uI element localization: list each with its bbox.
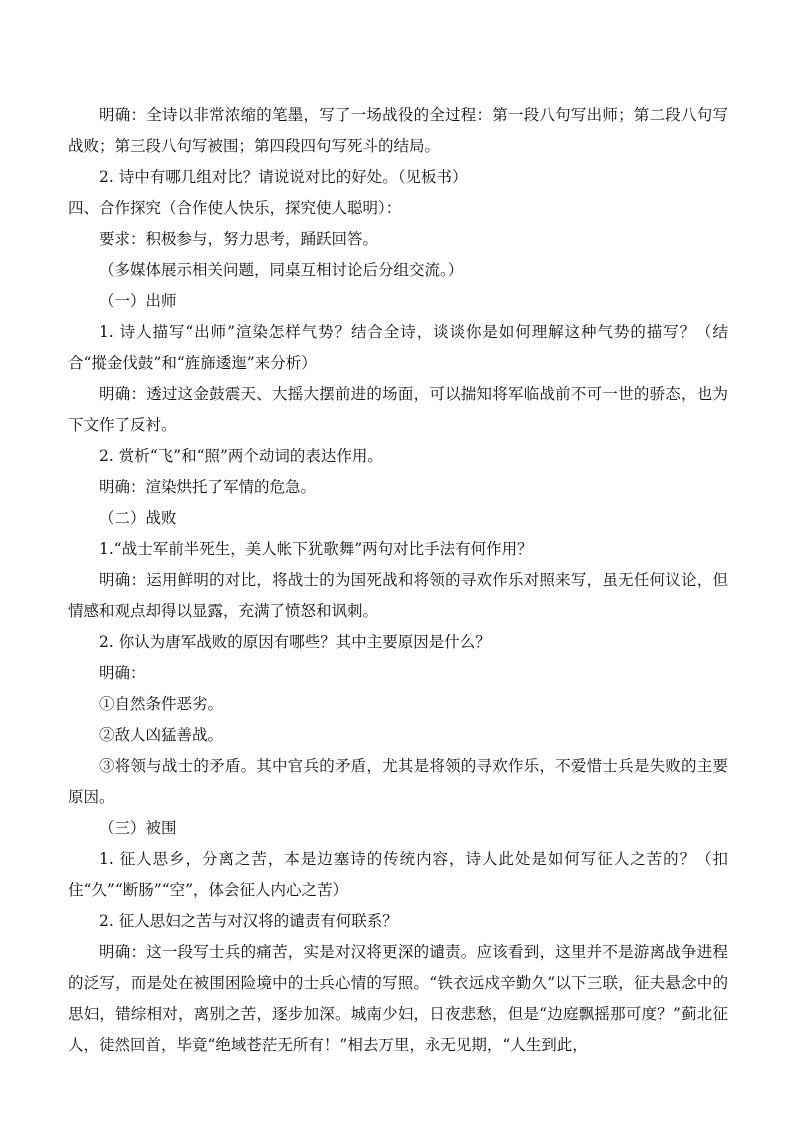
paragraph-question-contrast-lines: 1.“战士军前半死生，美人帐下犹歌舞”两句对比手法有何作用？ <box>99 540 533 558</box>
paragraph-question-homesickness: 1. 征人思乡，分离之苦，本是边塞诗的传统内容，诗人此处是如何写征人之苦的？（扣住“久”“断肠”“空”，体会征人内心之苦） <box>68 850 728 899</box>
subheading-defeat: （二）战败 <box>99 509 177 527</box>
paragraph-summary-answer: 明确：全诗以非常浓缩的笔墨，写了一场战役的全过程：第一段八句写出师；第二段八句写战败；第三段八句写被围；第四段四句写死斗的结局。 <box>68 106 728 155</box>
paragraph-answer-condemnation: 明确：这一段写士兵的痛苦，实是对汉将更深的谴责。应该看到，这里并不是游离战争进程的泛写，而是处在被围困险境中的士兵心情的写照。“铁衣远戍辛勤久”以下三联，征夫悬念中的思妇，错综相对，离别之苦，逐步加深。城南少妇，日夜悲愁，但是“边庭飘摇那可度？”蓟北征人，徒然回首，毕竟“绝域苍茫无所有！”相去万里，永无见期，“人生到此， <box>68 943 728 1054</box>
paragraph-answer-departure: 明确：透过这金鼓震天、大摇大摆前进的场面，可以揣知将军临战前不可一世的骄态，也为下文作了反衬。 <box>68 385 728 434</box>
document-body <box>68 100 728 1061</box>
subheading-besieged: （三）被围 <box>99 819 177 837</box>
list-item-reason-3: ③将领与战士的矛盾。其中官兵的矛盾，尤其是将领的寻欢作乐，不爱惜士兵是失败的主要原因。 <box>68 757 728 806</box>
list-item-reason-1: ①自然条件恶劣。 <box>99 695 224 713</box>
paragraph-question-defeat-reasons: 2. 你认为唐军战败的原因有哪些？其中主要原因是什么？ <box>99 633 491 651</box>
paragraph-answer-verbs: 明确：渲染烘托了军情的危急。 <box>99 478 317 496</box>
paragraph-question-condemnation: 2. 征人思妇之苦与对汉将的谴责有何联系？ <box>99 912 398 930</box>
list-item-reason-2: ②敌人凶猛善战。 <box>99 726 224 744</box>
paragraph-answer-contrast-lines: 明确：运用鲜明的对比，将战士的为国死战和将领的寻欢作乐对照来写，虽无任何议论，但情感和观点却得以显露，充满了愤怒和讽刺。 <box>68 571 728 620</box>
subheading-departure: （一）出师 <box>99 292 177 310</box>
paragraph-answer-label: 明确： <box>99 664 146 682</box>
paragraph-question-departure-momentum: 1. 诗人描写“出师”渲染怎样气势？结合全诗，谈谈你是如何理解这种气势的描写？（结合“摐金伐鼓”和“旌旆逶迤”来分析） <box>68 323 728 372</box>
paragraph-question-contrast: 2. 诗中有哪几组对比？请说说对比的好处。（见板书） <box>99 168 468 186</box>
paragraph-multimedia-note: （多媒体展示相关问题，同桌互相讨论后分组交流。） <box>99 261 464 279</box>
section-heading-cooperative-inquiry: 四、合作探究（合作使人快乐，探究使人聪明）： <box>68 199 402 217</box>
paragraph-question-verbs: 2. 赏析“飞”和“照”两个动词的表达作用。 <box>99 447 383 465</box>
paragraph-requirements: 要求：积极参与，努力思考，踊跃回答。 <box>99 230 379 248</box>
